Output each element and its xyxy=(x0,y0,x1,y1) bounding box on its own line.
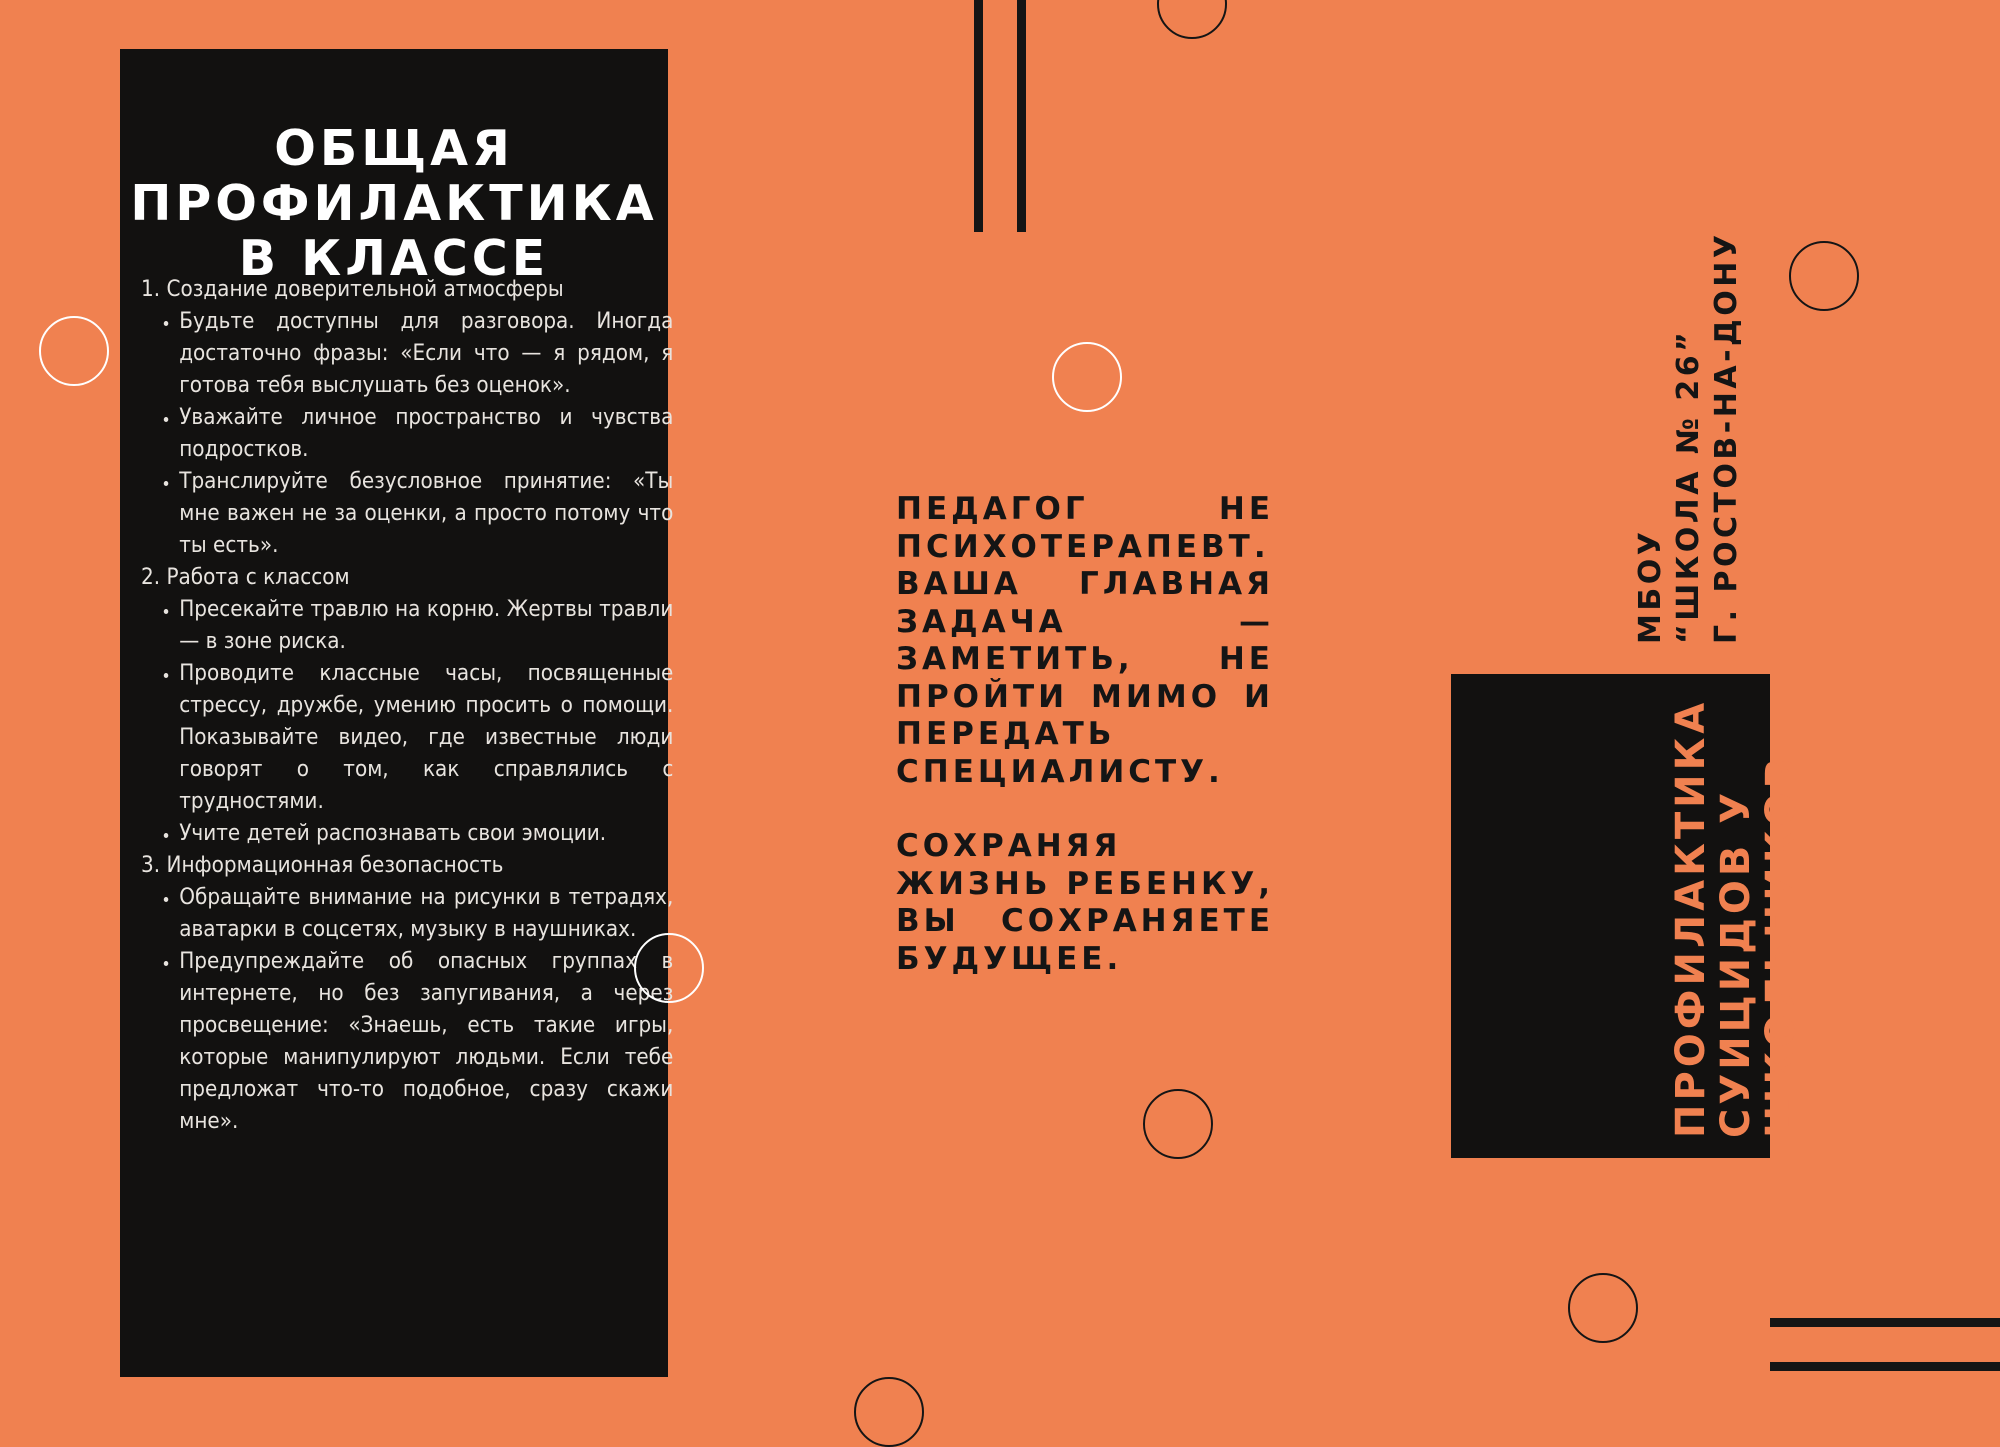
list-item: • Обращайте внимание на рисунки в тетрадях, аватарки в соцсетях, музыку в наушниках. xyxy=(179,882,673,946)
panel-title xyxy=(120,121,668,286)
panel-title-line: ОБЩАЯ xyxy=(274,120,514,177)
school-line: Г. РОСТОВ-НА-ДОНУ xyxy=(1709,231,1744,644)
decorative-circle xyxy=(39,316,109,386)
decorative-circle xyxy=(1789,241,1859,311)
decorative-line xyxy=(1770,1362,2000,1371)
list-item: • Предупреждайте об опасных группах в интернете, но без запугивания, а через просвещение: «Знаешь, есть такие игры, которые манипулируют людьми. Если тебе предложат что-то подобное, сразу скажи мне». xyxy=(179,946,673,1138)
list-item: • Будьте доступны для разговора. Иногда достаточно фразы: «Если что — я рядом, я готова тебя выслушать без оценок». xyxy=(179,306,673,402)
cover-title-line: ПРОФИЛАКТИКА xyxy=(1668,698,1714,1138)
decorative-circle xyxy=(1143,1089,1213,1159)
decorative-circle xyxy=(1157,0,1227,39)
cover-title-line: СУИЦИДОВ У xyxy=(1713,788,1759,1138)
decorative-circle xyxy=(634,933,704,1003)
list-item: • Пресекайте травлю на корню. Жертвы травли — в зоне риска. xyxy=(179,594,673,658)
key-message-paragraph: СОХРАНЯЯ ЖИЗНЬ РЕБЕНКУ, ВЫ СОХРАНЯЕТЕ БУДУЩЕЕ. xyxy=(896,828,1274,977)
list-item: • Учите детей распознавать свои эмоции. xyxy=(179,818,673,850)
panel-title-line: ПРОФИЛАКТИКА xyxy=(130,175,658,232)
decorative-circle xyxy=(854,1377,924,1447)
section-heading: 3. Информационная безопасность xyxy=(141,853,504,878)
left-panel xyxy=(120,49,674,1377)
list-item: • Уважайте личное пространство и чувства подростков. xyxy=(179,402,673,466)
key-message-paragraph: ПЕДАГОГ НЕ ПСИХОТЕРАПЕВТ. ВАША ГЛАВНАЯ ЗАДАЧА — ЗАМЕТИТЬ, НЕ ПРОЙТИ МИМО И ПЕРЕДАТЬ СПЕЦИАЛИСТУ. xyxy=(896,491,1274,790)
panel-title-line: В КЛАССЕ xyxy=(238,230,550,287)
cover-title xyxy=(1669,699,1804,1138)
bullet-list xyxy=(141,882,673,1138)
school-line: МБОУ xyxy=(1633,528,1668,644)
cover-title-line: ШКОЛЬНИКОВ xyxy=(1758,754,1804,1138)
school-line: “ШКОЛА № 26” xyxy=(1671,328,1706,644)
list-item: • Транслируйте безусловное принятие: «Ты мне важен не за оценки, а просто потому что ты есть». xyxy=(179,466,673,562)
decorative-line xyxy=(974,0,983,232)
section-heading: 2. Работа с классом xyxy=(141,565,350,590)
key-message xyxy=(896,491,1274,978)
decorative-circle xyxy=(1568,1273,1638,1343)
panel-body xyxy=(141,274,673,1138)
bullet-list xyxy=(141,594,673,850)
decorative-line xyxy=(1017,0,1026,232)
decorative-circle xyxy=(1052,342,1122,412)
bullet-list xyxy=(141,306,673,562)
list-item: • Проводите классные часы, посвященные стрессу, дружбе, умению просить о помощи. Показывайте видео, где известные люди говорят о том, как справлялись с трудностями. xyxy=(179,658,673,818)
decorative-line xyxy=(1770,1318,2000,1327)
school-info xyxy=(1632,232,1746,644)
section-heading: 1. Создание доверительной атмосферы xyxy=(141,277,564,302)
